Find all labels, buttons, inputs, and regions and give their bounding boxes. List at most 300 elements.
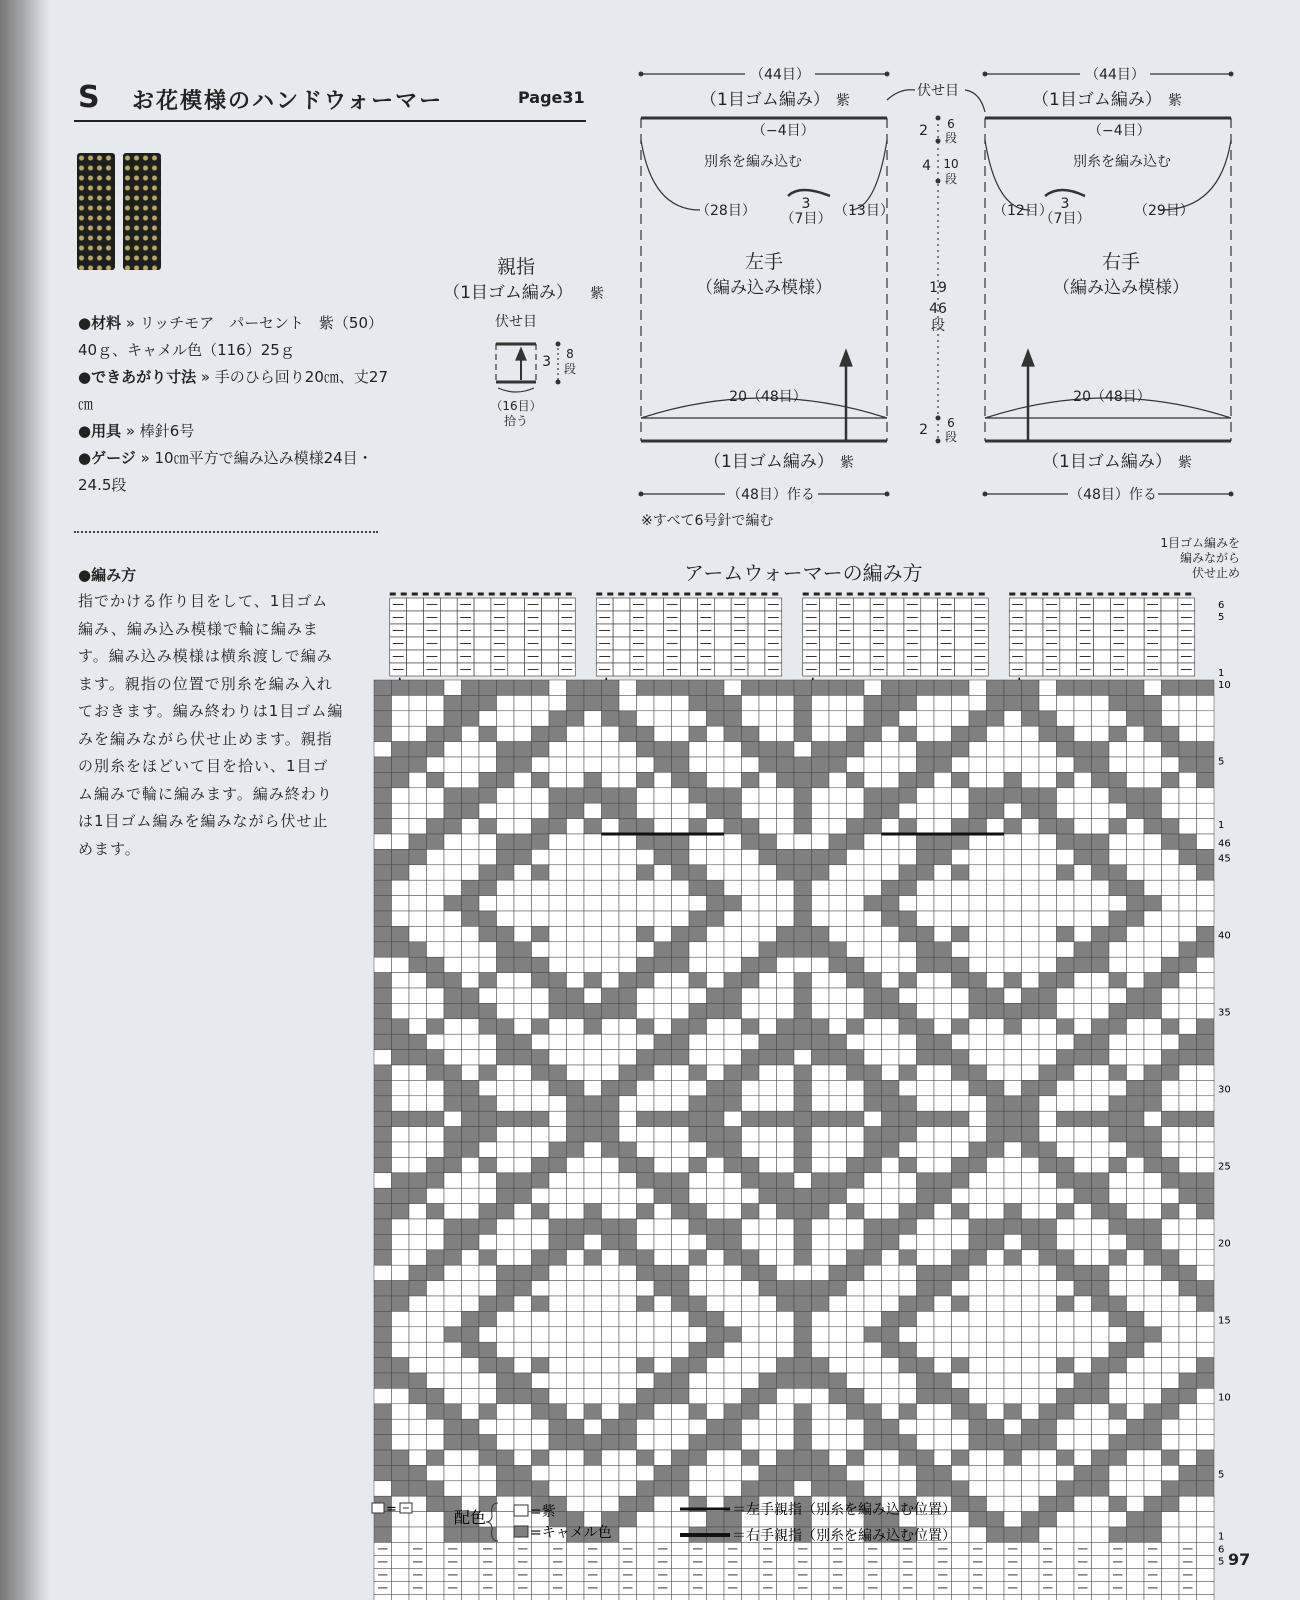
chart-cell [1144,1481,1162,1496]
chart-cell [1179,1142,1197,1157]
chart-cell [1179,757,1197,772]
chart-cell [479,1435,497,1450]
chart-cell [864,1142,882,1157]
chart-cell [952,1080,970,1095]
chart-cell [917,1281,935,1296]
chart-cell [917,788,935,803]
chart-cell [1109,957,1127,972]
chart-cell [1109,1234,1127,1249]
chart-cell [1144,1173,1162,1188]
chart-cell [374,1373,392,1388]
chart-cell [392,942,410,957]
chart-cell [724,926,742,941]
rib-cell [714,650,731,663]
chart-cell [899,942,917,957]
chart-cell [584,1250,602,1265]
chart-cell [987,1188,1005,1203]
chart-cell [672,695,690,710]
chart-cell [742,1373,760,1388]
chart-cell [1144,1157,1162,1172]
chart-cell [479,1065,497,1080]
chart-cell [374,1173,392,1188]
chart-cell [462,772,480,787]
chart-cell [584,834,602,849]
chart-cell [374,1388,392,1403]
chart-cell [707,1311,725,1326]
chart-cell [847,1080,865,1095]
chart-cell [374,1050,392,1065]
chart-cell [934,1281,952,1296]
chart-cell [1092,742,1110,757]
chart-cell [1144,819,1162,834]
bottom-rib-cell [672,1594,690,1600]
chart-cell [549,1173,567,1188]
chart-cell [409,1250,427,1265]
rib-cell [714,624,731,637]
chart-cell [987,1373,1005,1388]
chart-cell [654,1388,672,1403]
chart-cell [1162,1296,1180,1311]
chart-cell [1022,896,1040,911]
chart-cell [1074,911,1092,926]
chart-cell [567,1003,585,1018]
chart-cell [1127,1281,1145,1296]
chart-cell [427,1296,445,1311]
chart-cell [392,803,410,818]
chart-cell [567,1281,585,1296]
chart-cell [1197,1388,1215,1403]
chart-cell [1004,1096,1022,1111]
chart-cell [759,988,777,1003]
chart-cell [1162,1250,1180,1265]
chart-cell [427,772,445,787]
chart-cell [409,1204,427,1219]
chart-cell [654,1342,672,1357]
chart-cell [1127,957,1145,972]
chart-cell [672,865,690,880]
chart-cell [462,973,480,988]
chart-cell [917,1111,935,1126]
rib-cell [508,598,525,611]
chart-cell [689,788,707,803]
chart-cell [654,757,672,772]
chart-cell [952,757,970,772]
schematic-diagram [0,0,1300,540]
chart-cell [514,1296,532,1311]
chart-cell [899,1234,917,1249]
chart-cell [952,911,970,926]
chart-cell [899,1465,917,1480]
chart-cell [1004,1173,1022,1188]
chart-cell [969,1096,987,1111]
chart-cell [479,1204,497,1219]
chart-cell [899,926,917,941]
chart-cell [514,1173,532,1188]
chart-cell [584,819,602,834]
chart-cell [602,1296,620,1311]
chart-cell [1109,973,1127,988]
chart-cell [532,834,550,849]
chart-cell [637,1481,655,1496]
chart-cell [497,819,515,834]
chart-cell [567,1127,585,1142]
chart-cell [1179,1250,1197,1265]
chart-cell [409,819,427,834]
chart-cell [899,803,917,818]
chart-cell [1092,680,1110,695]
chart-cell [532,1404,550,1419]
chart-cell [567,1342,585,1357]
chart-cell [1144,1050,1162,1065]
bottom-rib-cell [934,1594,952,1600]
bottom-rib-cell [952,1555,970,1568]
chart-cell [619,1142,637,1157]
rib-cell [647,637,664,650]
chart-cell [1074,680,1092,695]
bottom-rib-cell [707,1555,725,1568]
chart-cell [392,1157,410,1172]
chart-cell [742,1296,760,1311]
chart-cell [777,757,795,772]
rib-cell [474,611,491,624]
bottom-rib-cell [392,1555,410,1568]
chart-cell [374,1111,392,1126]
rib-cell [542,598,559,611]
chart-cell [444,1281,462,1296]
chart-cell [672,1465,690,1480]
rib-cell [714,637,731,650]
chart-cell [427,1096,445,1111]
chart-cell [1127,726,1145,741]
chart-cell [637,1281,655,1296]
chart-cell [602,865,620,880]
chart-cell [1179,1065,1197,1080]
chart-cell [917,757,935,772]
chart-cell [479,1265,497,1280]
rib-cell [1060,598,1077,611]
bottom-rib-cell [392,1594,410,1600]
chart-cell [427,1173,445,1188]
chart-cell [637,1050,655,1065]
chart-cell [479,865,497,880]
chart-cell [584,957,602,972]
chart-cell [899,726,917,741]
chart-cell [514,911,532,926]
row-label-top-rib-1: 1 [1218,668,1225,679]
chart-cell [392,1003,410,1018]
chart-cell [497,803,515,818]
rib-top-left-color: 紫 [836,93,850,109]
chart-cell [532,711,550,726]
chart-cell [409,757,427,772]
bottom-rib-cell [847,1555,865,1568]
chart-cell [1162,680,1180,695]
chart-cell [1127,911,1145,926]
chart-cell [549,1065,567,1080]
chart-cell [742,1080,760,1095]
chart-cell [882,819,900,834]
chart-cell [1057,1019,1075,1034]
chart-cell [532,1188,550,1203]
chart-cell [584,726,602,741]
chart-cell [409,1111,427,1126]
bottom-rib-cell [427,1581,445,1594]
chart-cell [847,1373,865,1388]
chart-cell [689,1127,707,1142]
rib-cell [1094,650,1111,663]
chart-cell [549,1481,567,1496]
chart-cell [1022,1142,1040,1157]
chart-cell [619,803,637,818]
rib-cell [921,637,938,650]
chart-cell [549,819,567,834]
chart-cell [1039,834,1057,849]
chart-cell [969,1065,987,1080]
chart-cell [742,1034,760,1049]
chart-cell [549,1050,567,1065]
chart-cell [462,1465,480,1480]
chart-cell [987,1435,1005,1450]
chart-cell [812,911,830,926]
chart-cell [654,726,672,741]
chart-cell [742,1065,760,1080]
rib-cell [1127,611,1144,624]
chart-cell [934,726,952,741]
chart-cell [1022,1065,1040,1080]
chart-cell [374,896,392,911]
chart-cell [672,726,690,741]
chart-cell [602,1019,620,1034]
chart-cell [934,865,952,880]
chart-cell [427,973,445,988]
width-left: 20（48目） [729,389,807,405]
chart-cell [654,1142,672,1157]
chart-cell [532,1003,550,1018]
chart-cell [689,1481,707,1496]
chart-cell [1004,1142,1022,1157]
chart-cell [392,680,410,695]
chart-cell [672,1419,690,1434]
chart-cell [549,1219,567,1234]
chart-cell [952,926,970,941]
chart-cell [1109,988,1127,1003]
chart-cell [672,1204,690,1219]
chart-cell [462,695,480,710]
chart-cell [899,1481,917,1496]
chart-cell [759,819,777,834]
chart-cell [637,742,655,757]
chart-cell [1074,942,1092,957]
chart-cell [724,896,742,911]
chart-cell [654,788,672,803]
chart-cell [1004,680,1022,695]
chart-cell [707,680,725,695]
chart-cell [829,1250,847,1265]
chart-cell [1092,1250,1110,1265]
chart-cell [549,1250,567,1265]
chart-cell [549,1204,567,1219]
chart-cell [584,1111,602,1126]
chart-cell [934,1404,952,1419]
chart-cell [462,1327,480,1342]
chart-cell [1197,1080,1215,1095]
chart-cell [409,1096,427,1111]
rib-cell [681,637,698,650]
chart-cell [1179,973,1197,988]
chart-cell [1127,1219,1145,1234]
chart-cell [462,1003,480,1018]
chart-cell [444,1311,462,1326]
rib-cell [474,598,491,611]
chart-cell [724,1157,742,1172]
chart-cell [847,1188,865,1203]
chart-cell [969,880,987,895]
chart-cell [917,772,935,787]
chart-cell [584,680,602,695]
chart-cell [619,973,637,988]
chart-cell [602,1404,620,1419]
chart-cell [1092,896,1110,911]
chart-cell [637,788,655,803]
chart-cell [689,865,707,880]
chart-cell [742,1157,760,1172]
chart-cell [882,957,900,972]
chart-cell [969,1281,987,1296]
chart-cell [602,1250,620,1265]
chart-cell [637,1019,655,1034]
chart-cell [1039,1404,1057,1419]
chart-cell [1144,1296,1162,1311]
chart-cell [847,942,865,957]
chart-cell [567,1327,585,1342]
chart-cell [1057,1342,1075,1357]
bottom-rib-cell [637,1594,655,1600]
chart-cell [1092,726,1110,741]
chart-cell [934,1219,952,1234]
chart-cell [374,880,392,895]
chart-cell [724,1234,742,1249]
chart-cell [409,1358,427,1373]
chart-cell [707,1481,725,1496]
chart-cell [1162,1342,1180,1357]
chart-cell [374,1019,392,1034]
row-label-top-rib-5: 5 [1218,612,1225,623]
chart-cell [479,1188,497,1203]
chart-cell [777,1080,795,1095]
chart-cell [392,1173,410,1188]
chart-cell [707,803,725,818]
chart-cell [759,1311,777,1326]
chart-cell [1022,1388,1040,1403]
chart-cell [759,711,777,726]
chart-cell [549,865,567,880]
chart-cell [1039,1465,1057,1480]
chart-cell [969,1034,987,1049]
chart-cell [392,1234,410,1249]
chart-cell [602,1050,620,1065]
chart-cell [444,1065,462,1080]
chart-cell [654,911,672,926]
chart-cell [724,1096,742,1111]
chart-cell [1074,988,1092,1003]
chart-cell [637,1096,655,1111]
chart-cell [689,1373,707,1388]
chart-cell [829,1327,847,1342]
chart-cell [654,1311,672,1326]
chart-cell [514,803,532,818]
chart-cell [1004,1388,1022,1403]
chart-cell [602,819,620,834]
chart-cell [952,1358,970,1373]
chart-cell [864,1219,882,1234]
chart-cell [1162,1311,1180,1326]
rib-cell [1127,624,1144,637]
chart-cell [1144,1342,1162,1357]
chart-cell [742,757,760,772]
chart-cell [584,1358,602,1373]
chart-cell [882,926,900,941]
row-label-bottom-rib-5: 5 [1218,1556,1225,1568]
chart-cell [847,988,865,1003]
chart-cell [409,1173,427,1188]
chart-cell [374,788,392,803]
chart-cell [1179,726,1197,741]
bottom-rib-cell [829,1594,847,1600]
rib-bottom-right-color: 紫 [1178,455,1192,471]
chart-cell [637,1234,655,1249]
chart-cell [689,1096,707,1111]
chart-cell [374,772,392,787]
chart-cell [864,803,882,818]
chart-cell [829,819,847,834]
chart-cell [497,1450,515,1465]
chart-cell [742,880,760,895]
chart-cell [427,865,445,880]
bottom-rib-cell [637,1568,655,1581]
bottom-rib-cell [1179,1594,1197,1600]
chart-cell [934,1250,952,1265]
chart-cell [532,1419,550,1434]
rib-cell [1026,598,1043,611]
chart-cell [707,1157,725,1172]
chart-cell [1144,803,1162,818]
chart-cell [952,973,970,988]
chart-cell [742,788,760,803]
chart-cell [444,880,462,895]
chart-cell [514,1265,532,1280]
chart-cell [707,772,725,787]
chart-cell [864,1419,882,1434]
chart-cell [794,1250,812,1265]
chart-cell [829,865,847,880]
chart-cell [1022,1373,1040,1388]
chart-cell [952,1234,970,1249]
chart-cell [969,1142,987,1157]
chart-cell [637,880,655,895]
chart-cell [462,1481,480,1496]
chart-cell [987,1080,1005,1095]
rib-cell [647,598,664,611]
chart-cell [864,1234,882,1249]
chart-cell [1179,1219,1197,1234]
chart-cell [882,911,900,926]
bottom-rib-cell [392,1568,410,1581]
bottom-rib-cell [742,1568,760,1581]
chart-cell [409,896,427,911]
waste-yarn-left: 別糸を編み込む [704,154,802,170]
chart-cell [934,1419,952,1434]
chart-cell [1197,1127,1215,1142]
